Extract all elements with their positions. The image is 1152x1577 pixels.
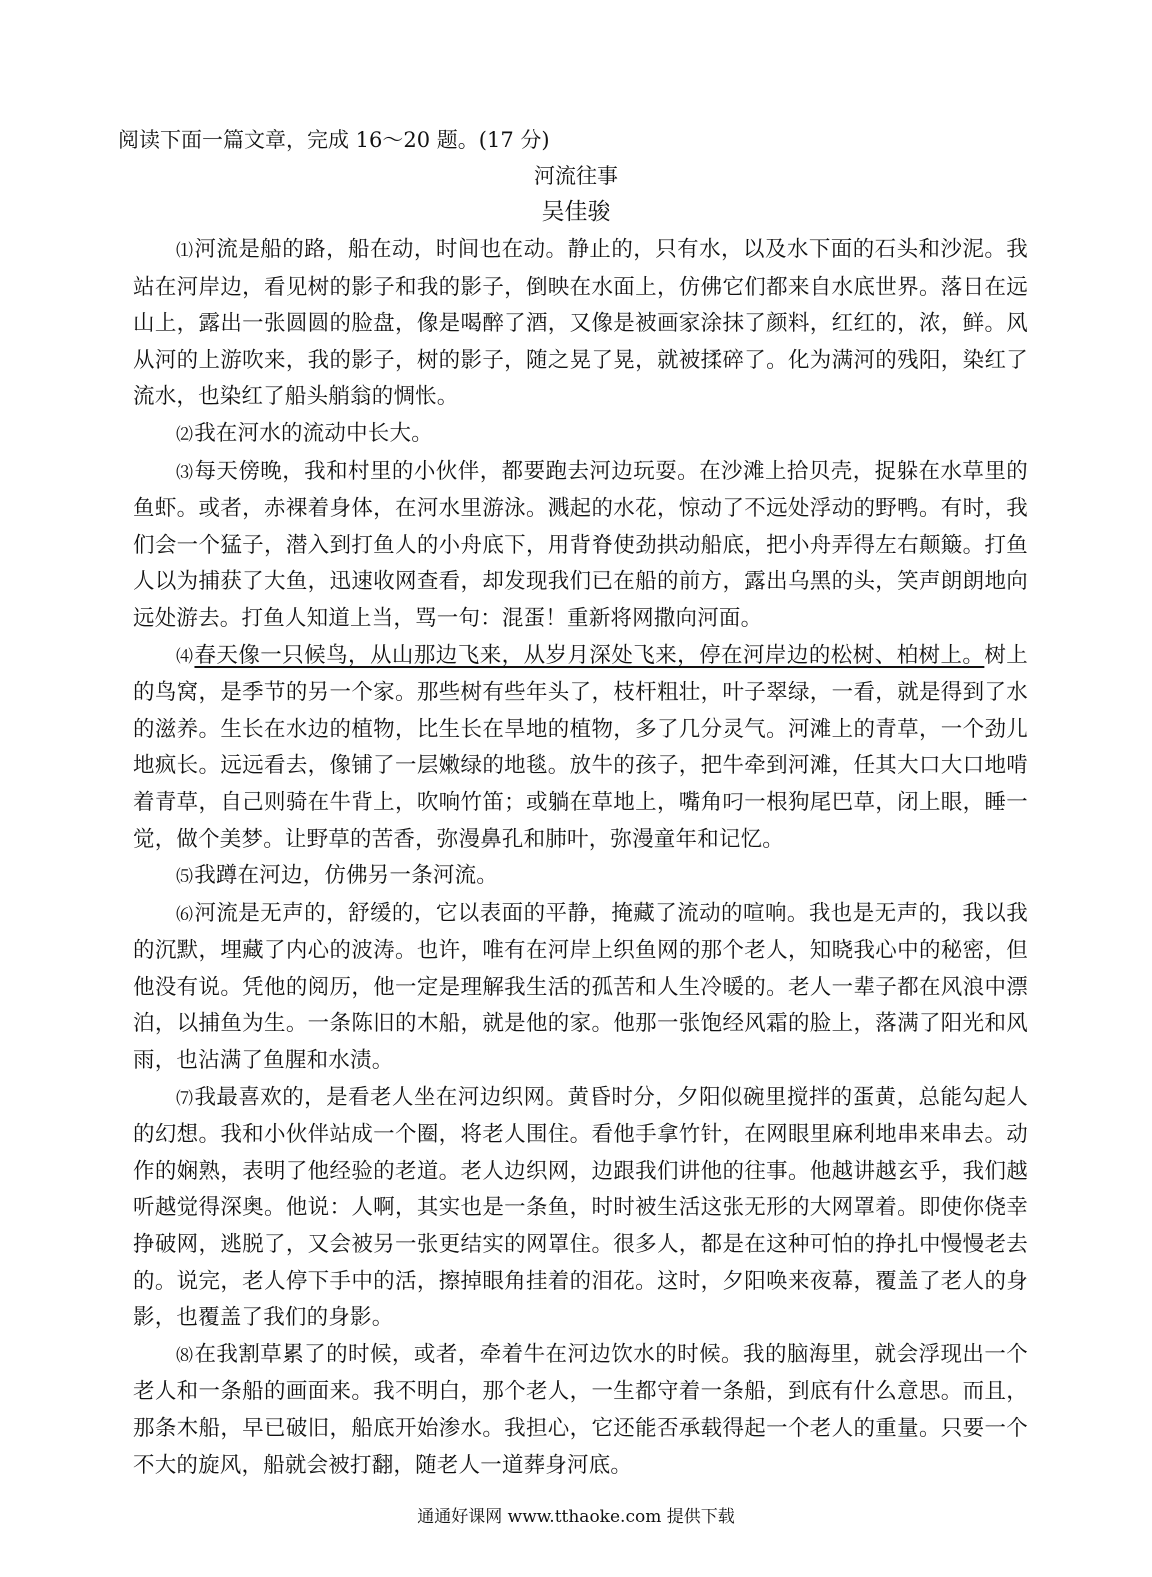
paragraph-text: 河流是无声的，舒缓的，它以表面的平静，掩藏了流动的喧响。我也是无声的，我以我的沉默，埋藏了内心的波涛。也许，唯有在河岸上织鱼网的那个老人，知晓我心中的秘密，但他没有说。凭他的阅历，他一定是理解我生活的孤苦和人生冷暖的。老人一辈子都在风浪中漂泊，以捕鱼为生。一条陈旧的木船，就是他的家。他那一张饱经风霜的脸上，落满了阳光和风雨，也沾满了鱼腥和水渍。 xyxy=(133,900,1029,1074)
paragraph-text: 在我割草累了的时候，或者，牵着牛在河边饮水的时候。我的脑海里，就会浮现出一个老人和一条船的画面来。我不明白，那个老人，一生都守着一条船，到底有什么意思。而且，那条木船，早已破旧，船底开始渗水。我担心，它还能否承载得起一个老人的重量。只要一个不大的旋风，船就会被打翻，随老人一道葬身河底。 xyxy=(133,1341,1029,1478)
question-instruction: 阅读下面一篇文章，完成 16～20 题。(17 分) xyxy=(118,128,550,152)
paragraph-number: ⑷ xyxy=(176,646,194,667)
paragraph-text: 树上的鸟窝，是季节的另一个家。那些树有些年头了，枝杆粗壮，叶子翠绿，一看，就是得到了水的滋养。生长在水边的植物，比生长在旱地的植物，多了几分灵气。河滩上的青草，一个劲儿地疯长。远远看去，像铺了一层嫩绿的地毯。放牛的孩子，把牛牵到河滩，任其大口大口地啃着青草，自己则骑在牛背上，吹响竹笛；或躺在草地上，嘴角叼一根狗尾巴草，闭上眼，睡一觉，做个美梦。让野草的苦香，弥漫鼻孔和肺叶，弥漫童年和记忆。 xyxy=(133,642,1029,852)
paragraph-text: 我蹲在河边，仿佛另一条河流。 xyxy=(194,863,499,889)
paragraph-text: 每天傍晚，我和村里的小伙伴，都要跑去河边玩耍。在沙滩上拾贝壳，捉躲在水草里的鱼虾。或者，赤裸着身体，在河水里游泳。溅起的水花，惊动了不远处浮动的野鸭。有时，我们会一个猛子，潜入到打鱼人的小舟底下，用背脊使劲拱动船底，把小舟弄得左右颠簸。打鱼人以为捕获了大鱼，迅速收网查看，却发现我们已在船的前方，露出乌黑的头，笑声朗朗地向远处游去。打鱼人知道上当，骂一句：混蛋！重新将网撒向河面。 xyxy=(133,458,1029,631)
paragraph-5 xyxy=(133,858,1028,896)
paragraph-number: ⑻ xyxy=(176,1345,194,1366)
article-title: 河流往事 xyxy=(534,164,618,188)
paragraph-number: ⑶ xyxy=(176,462,194,483)
paragraph-4 xyxy=(133,638,1028,859)
paragraph-number: ⑸ xyxy=(176,867,194,888)
paragraph-number: ⑺ xyxy=(176,1088,194,1109)
paragraph-number: ⑵ xyxy=(176,424,194,445)
paragraph-text: 我最喜欢的，是看老人坐在河边织网。黄昏时分，夕阳似碗里搅拌的蛋黄，总能勾起人的幻想。我和小伙伴站成一个圈，将老人围住。看他手拿竹针，在网眼里麻利地串来串去。动作的娴熟，表明了他经验的老道。老人边织网，边跟我们讲他的往事。他越讲越玄乎，我们越听越觉得深奥。他说：人啊，其实也是一条鱼，时时被生活这张无形的大网罩着。即使你侥幸挣破网，逃脱了，又会被另一张更结实的网罩住。很多人，都是在这种可怕的挣扎中慢慢老去的。说完，老人停下手中的活，擦掉眼角挂着的泪花。这时，夕阳唤来夜幕，覆盖了老人的身影，也覆盖了我们的身影。 xyxy=(133,1084,1029,1331)
footer-source: 通通好课网 www.tthaoke.com 提供下载 xyxy=(417,1507,735,1527)
paragraph-2 xyxy=(133,416,1028,454)
underlined-sentence: 春天像一只候鸟，从山那边飞来，从岁月深处飞来，停在河岸边的松树、柏树上。 xyxy=(194,642,985,668)
paragraph-number: ⑴ xyxy=(176,241,194,261)
paragraph-number: ⑹ xyxy=(176,904,194,925)
article-body xyxy=(133,232,1028,1484)
paragraph-text: 河流是船的路，船在动，时间也在动。静止的，只有水，以及水下面的石头和沙泥。我站在河岸边，看见树的影子和我的影子，倒映在水面上，仿佛它们都来自水底世界。落日在远山上，露出一张圆圆的脸盘，像是喝醉了酒，又像是被画家涂抹了颜料，红红的，浓，鲜。风从河的上游吹来，我的影子，树的影子，随之晃了晃，就被揉碎了。化为满河的残阳，染红了流水，也染红了船头艄翁的惆怅。 xyxy=(133,237,1029,410)
paragraph-1 xyxy=(133,232,1028,416)
paragraph-6 xyxy=(133,896,1028,1080)
paragraph-text: 我在河水的流动中长大。 xyxy=(194,420,433,446)
paragraph-8 xyxy=(133,1337,1028,1484)
paragraph-7 xyxy=(133,1080,1028,1337)
paragraph-3 xyxy=(133,454,1028,638)
article-author: 吴佳骏 xyxy=(541,199,611,225)
